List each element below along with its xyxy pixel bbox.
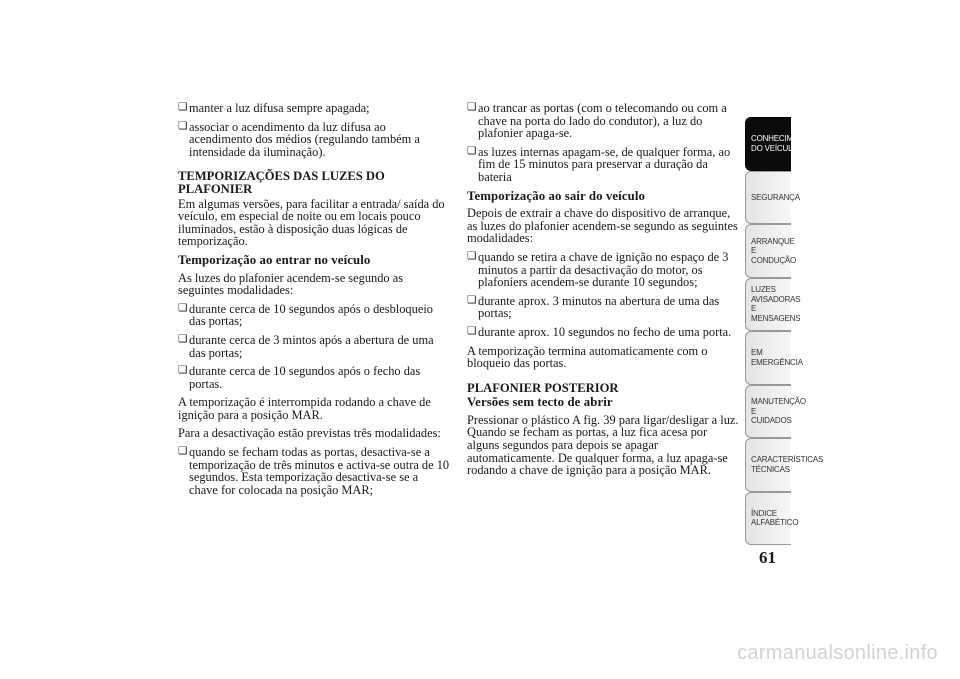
section-heading: TEMPORIZAÇÕES DAS LUZES DO PLAFONIER — [178, 169, 385, 196]
tab-em-emergencia[interactable]: EM EMERGÊNCIA — [745, 331, 791, 385]
bullet-item: ❑ associar o acendimento da luz difusa ao acendimento dos médios (regulando também a intensidade da iluminação). — [178, 121, 450, 159]
tab-arranque-e-conducao[interactable]: ARRANQUE E CONDUÇÃO — [745, 224, 791, 278]
bullet-item: ❑ quando se retira a chave de ignição no espaço de 3 minutos a partir da desactivação do motor, os plafoniers acendem-se durante 10 segundos; — [467, 251, 742, 289]
bullet-item: ❑ durante cerca de 3 mintos após a abertura de uma das portas; — [178, 334, 450, 359]
chapter-tabs — [745, 117, 824, 545]
paragraph: A temporização é interrompida rodando a chave de ignição para a posição MAR. — [178, 395, 431, 422]
subsection-heading: Versões sem tecto de abrir — [467, 395, 613, 410]
paragraph: Em algumas versões, para facilitar a entrada/ saída do veículo, em especial de noite ou em locais pouco iluminados, estão à disposição duas lógicas de temporização. — [178, 196, 445, 249]
bullet-item: ❑ manter a luz difusa sempre apagada; — [178, 102, 450, 115]
watermark: carmanualsonline.info — [737, 642, 938, 664]
page-number: 61 — [759, 548, 776, 567]
bullet-item: ❑ ao trancar as portas (com o telecomando ou com a chave na porta do lado do condutor), a luz do plafonier apaga-se. — [467, 102, 742, 140]
paragraph: Pressionar o plástico A fig. 39 para ligar/desligar a luz. Quando se fecham as portas, a luz fica acesa por alguns segundos para depois se apagar automaticamente. De qualquer forma, a luz apaga-se rodando a chave de ignição para a posição MAR. — [467, 412, 739, 478]
bullet-item: ❑ durante cerca de 10 segundos após o fecho das portas. — [178, 365, 450, 390]
subsection-heading: Temporização ao sair do veículo — [467, 188, 645, 203]
bullet-item: ❑ durante cerca de 10 segundos após o desbloqueio das portas; — [178, 303, 450, 328]
tab-caracteristicas-tecnicas[interactable]: CARACTERÍSTICAS TÉCNICAS — [745, 438, 791, 492]
bullet-item: ❑ as luzes internas apagam-se, de qualquer forma, ao fim de 15 minutos para preservar a duração da bateria — [467, 146, 742, 184]
right-text-column — [467, 102, 742, 483]
bullet-item: ❑ durante aprox. 10 segundos no fecho de uma porta. — [467, 326, 742, 339]
paragraph: Para a desactivação estão previstas três modalidades: — [178, 426, 441, 441]
tab-indice-alfabetico[interactable]: ÍNDICE ALFABÉTICO — [745, 492, 791, 546]
paragraph: Depois de extrair a chave do dispositivo de arranque, as luzes do plafonier acendem-se segundo as seguintes modalidades: — [467, 206, 738, 246]
tab-conhecimento-do-veiculo[interactable]: CONHECIMENTO DO VEÍCULO — [745, 117, 791, 171]
bullet-item: ❑ durante aprox. 3 minutos na abertura de uma das portas; — [467, 295, 742, 320]
tab-seguranca[interactable]: SEGURANÇA — [745, 171, 791, 225]
paragraph: As luzes do plafonier acendem-se segundo as seguintes modalidades: — [178, 270, 404, 298]
left-text-column — [178, 102, 450, 502]
subsection-heading: Temporização ao entrar no veículo — [178, 252, 371, 267]
tab-luzes-avisadoras[interactable]: LUZES AVISADORAS E MENSAGENS — [745, 278, 791, 332]
section-heading: PLAFONIER POSTERIOR — [467, 380, 619, 395]
tab-manutencao-e-cuidados[interactable]: MANUTENÇÃO E CUIDADOS — [745, 385, 791, 439]
bullet-item: ❑ quando se fecham todas as portas, desactiva-se a temporização de três minutos e activa-se outra de 10 segundos. Esta temporização desactiva-se se a chave for colocada na posição MAR; — [178, 446, 450, 496]
paragraph: A temporização termina automaticamente com o bloqueio das portas. — [467, 343, 708, 371]
